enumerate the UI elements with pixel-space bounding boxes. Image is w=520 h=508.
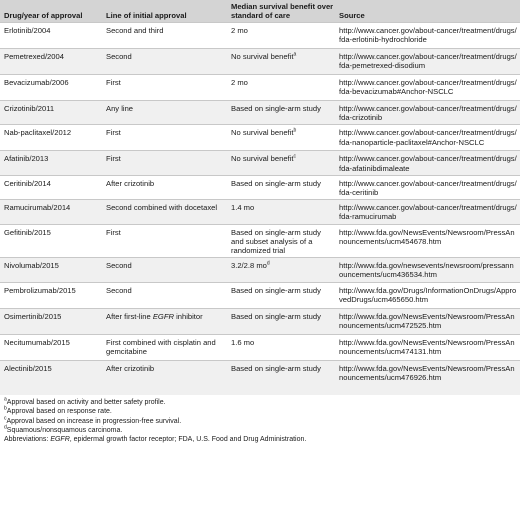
cell-source-url: http://www.fda.gov/newsevents/newsroom/pressannouncements/ucm436534.htm: [335, 258, 520, 283]
cell-drug-year: Gefitinib/2015: [0, 224, 102, 258]
table-row: [0, 101, 520, 125]
table-body: [0, 23, 520, 395]
table-row: [0, 309, 520, 335]
cell-drug-year: Nivolumab/2015: [0, 258, 102, 283]
cell-drug-year: Alectinib/2015: [0, 361, 102, 395]
cell-drug-year: Crizotinib/2011: [0, 101, 102, 125]
cell-source-url: http://www.fda.gov/NewsEvents/Newsroom/PressAnnouncements/ucm474131.htm: [335, 335, 520, 361]
cell-source-url: http://www.cancer.gov/about-cancer/treatment/drugs/fda-ramucirumab: [335, 200, 520, 224]
table-row: [0, 151, 520, 175]
cell-median-survival-benefit: Based on single-arm study: [227, 309, 335, 335]
cell-median-survival-benefit: Based on single-arm study: [227, 101, 335, 125]
cell-line-of-approval: First: [102, 125, 227, 151]
table-row: [0, 200, 520, 224]
cell-drug-year: Pemetrexed/2004: [0, 49, 102, 75]
cell-median-survival-benefit: Based on single-arm study: [227, 361, 335, 395]
cell-line-of-approval: Second: [102, 283, 227, 309]
table-row: [0, 361, 520, 395]
cell-line-of-approval: Any line: [102, 101, 227, 125]
cell-line-of-approval: Second combined with docetaxel: [102, 200, 227, 224]
cell-line-of-approval: After crizotinib: [102, 361, 227, 395]
table-row: [0, 75, 520, 101]
table-header: [0, 0, 520, 23]
cell-drug-year: Afatinib/2013: [0, 151, 102, 175]
table-row: [0, 224, 520, 258]
header-drug-year: Drug/year of approval: [0, 0, 102, 23]
header-median-survival-benefit: Median survival benefit over standard of care: [227, 0, 335, 23]
cell-median-survival-benefit: Based on single-arm study and subset analysis of a randomized trial: [227, 224, 335, 258]
header-source: Source: [335, 0, 520, 23]
cell-drug-year: Nab-paclitaxel/2012: [0, 125, 102, 151]
cell-line-of-approval: Second: [102, 49, 227, 75]
cell-line-of-approval: First: [102, 75, 227, 101]
cell-median-survival-benefit: Based on single-arm study: [227, 283, 335, 309]
table-row: [0, 335, 520, 361]
cell-source-url: http://www.cancer.gov/about-cancer/treatment/drugs/fda-erlotinib-hydrochloride: [335, 23, 520, 49]
cell-median-survival-benefit: No survival benefit$^a$: [227, 49, 335, 75]
table-row: [0, 23, 520, 49]
cell-source-url: http://www.fda.gov/NewsEvents/Newsroom/PressAnnouncements/ucm472525.htm: [335, 309, 520, 335]
footnote-marker: d: [266, 260, 270, 267]
cell-line-of-approval: First: [102, 224, 227, 258]
cell-source-url: http://www.cancer.gov/about-cancer/treatment/drugs/fda-bevacizumab#Anchor-NSCLC: [335, 75, 520, 101]
cell-median-survival-benefit: 2 mo: [227, 23, 335, 49]
cell-drug-year: Necitumumab/2015: [0, 335, 102, 361]
cell-line-of-approval: Second and third: [102, 23, 227, 49]
cell-median-survival-benefit: 1.6 mo: [227, 335, 335, 361]
cell-source-url: http://www.cancer.gov/about-cancer/treatment/drugs/fda-nanoparticle-paclitaxel#Anchor-NSCLC: [335, 125, 520, 151]
table-row: [0, 258, 520, 283]
table-row: [0, 49, 520, 75]
cell-drug-year: Bevacizumab/2006: [0, 75, 102, 101]
cell-line-of-approval: First: [102, 151, 227, 175]
abbreviations-note: Abbreviations: EGFR, epidermal growth factor receptor; FDA, U.S. Food and Drug Administration.: [4, 436, 307, 444]
cell-median-survival-benefit: No survival benefit$^b$: [227, 125, 335, 151]
footnote: $^a$Approval based on activity and better safety profile.: [4, 396, 166, 406]
cell-drug-year: Osimertinib/2015: [0, 309, 102, 335]
cell-source-url: http://www.fda.gov/NewsEvents/Newsroom/PressAnnouncements/ucm454678.htm: [335, 224, 520, 258]
cell-source-url: http://www.fda.gov/NewsEvents/Newsroom/PressAnnouncements/ucm476926.htm: [335, 361, 520, 395]
footnote-marker: a: [293, 51, 297, 58]
table-row: [0, 283, 520, 309]
header-line-of-approval: Line of initial approval: [102, 0, 227, 23]
cell-source-url: http://www.cancer.gov/about-cancer/treatment/drugs/fda-crizotinib: [335, 101, 520, 125]
cell-median-survival-benefit: Based on single-arm study: [227, 175, 335, 199]
cell-drug-year: Ceritinib/2014: [0, 175, 102, 199]
cell-source-url: http://www.cancer.gov/about-cancer/treatment/drugs/fda-pemetrexed-disodium: [335, 49, 520, 75]
cell-source-url: http://www.cancer.gov/about-cancer/treatment/drugs/fda-ceritinib: [335, 175, 520, 199]
table-row: [0, 175, 520, 199]
cell-line-of-approval: After first-line EGFR inhibitor: [102, 309, 227, 335]
cell-median-survival-benefit: No survival benefit$^c$: [227, 151, 335, 175]
cell-drug-year: Erlotinib/2004: [0, 23, 102, 49]
footnote: $^c$Approval based on increase in progression-free survival.: [4, 415, 182, 425]
footnote-marker: c: [293, 153, 296, 160]
table-footnotes: [0, 395, 520, 448]
cell-line-of-approval: First combined with cisplatin and gemcitabine: [102, 335, 227, 361]
footnote-marker: b: [293, 127, 297, 134]
cell-line-of-approval: Second: [102, 258, 227, 283]
cell-drug-year: Pembrolizumab/2015: [0, 283, 102, 309]
footnote: $^b$Approval based on response rate.: [4, 405, 112, 416]
cell-median-survival-benefit: 2 mo: [227, 75, 335, 101]
cell-median-survival-benefit: 1.4 mo: [227, 200, 335, 224]
footnote: $^d$Squamous/nonsquamous carcinoma.: [4, 424, 123, 434]
cell-source-url: http://www.fda.gov/Drugs/InformationOnDrugs/ApprovedDrugs/ucm465650.htm: [335, 283, 520, 309]
cell-drug-year: Ramucirumab/2014: [0, 200, 102, 224]
cell-source-url: http://www.cancer.gov/about-cancer/treatment/drugs/fda-afatinibdimaleate: [335, 151, 520, 175]
cell-median-survival-benefit: 3.2/2.8 $mo^d$: [227, 258, 335, 283]
cell-line-of-approval: After crizotinib: [102, 175, 227, 199]
table-row: [0, 125, 520, 151]
